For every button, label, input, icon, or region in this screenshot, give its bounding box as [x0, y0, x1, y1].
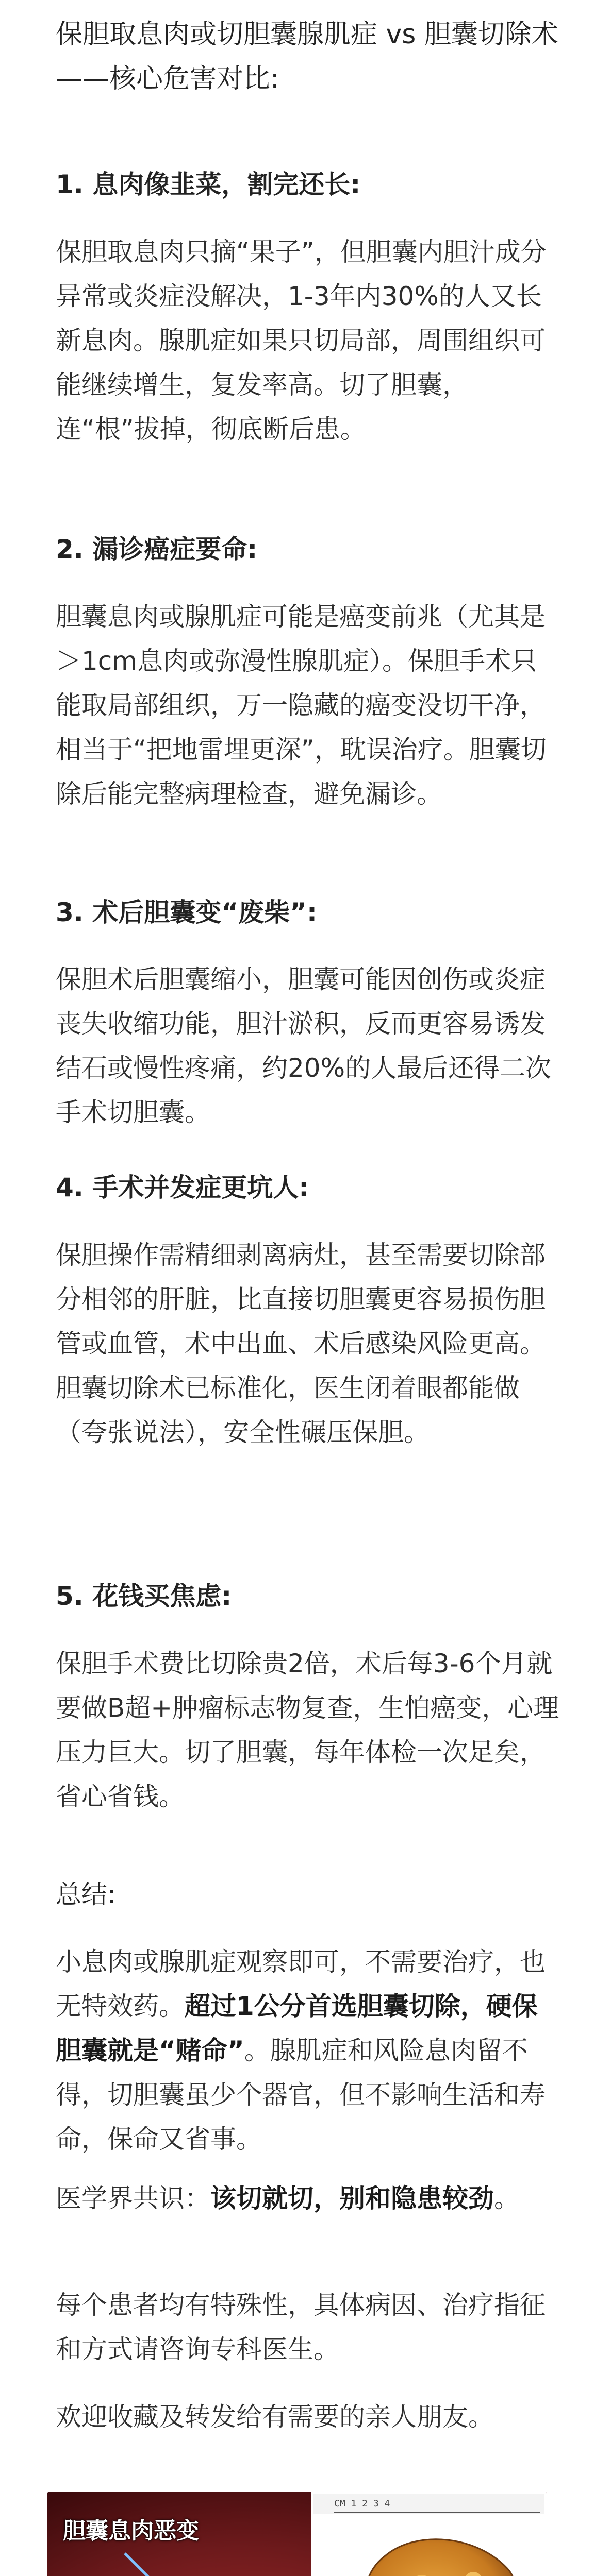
- gallbladder-illustration: [47, 2492, 547, 2576]
- section-5-title: 花钱买焦虑: [92, 1581, 222, 1611]
- section-1-title: 息肉像韭菜，割完还长: [92, 170, 351, 199]
- consensus-text: [56, 2176, 561, 2221]
- summary-part-3: 。腺肌症和风险息肉留不得，切胆囊虽少个器官，但不影响生活和寿命，保命又省事。: [56, 2036, 546, 2154]
- section-5-colon: :: [221, 1581, 232, 1611]
- specimen-tissue: [365, 2539, 518, 2576]
- section-4-colon: :: [299, 1173, 309, 1202]
- section-3-number: 3.: [56, 897, 84, 927]
- section-2-colon: :: [247, 534, 258, 564]
- section-2-heading: [56, 531, 566, 568]
- section-2-number: 2.: [56, 534, 84, 564]
- section-2-title: 漏诊癌症要命: [92, 534, 248, 564]
- section-4-heading: [56, 1169, 566, 1206]
- section-4-title: 手术并发症更坑人: [92, 1173, 299, 1202]
- section-5-heading: [56, 1578, 566, 1615]
- share-text: 欢迎收藏及转发给有需要的亲人朋友。: [56, 2402, 494, 2432]
- ruler-scale: CM 1 2 3 4: [334, 2498, 390, 2509]
- summary-label: 总结:: [56, 1879, 116, 1909]
- specimen-photo: [311, 2492, 547, 2576]
- section-3-heading: [56, 894, 566, 931]
- section-5-number: 5.: [56, 1581, 84, 1611]
- left-caption: 胆囊息肉恶变: [63, 2518, 199, 2544]
- section-4-body: 保胆操作需精细剥离病灶，甚至需要切除部分相邻的肝脏，比直接切胆囊更容易损伤胆管或血管，术中出血、术后感染风险更高。胆囊切除术已标准化，医生闭着眼都能做（夸张说法），安全性碾压保胆。: [56, 1240, 546, 1447]
- section-3-title: 术后胆囊变“废柴”: [92, 897, 307, 927]
- section-2-body: 胆囊息肉或腺肌症可能是癌变前兆（尤其是＞1cm息肉或弥漫性腺肌症）。保胆手术只能取局部组织，万一隐藏的癌变没切干净，相当于“把地雷埋更深”，耽误治疗。胆囊切除后能完整病理检查，避免漏诊。: [56, 602, 547, 809]
- section-3-colon: :: [306, 897, 317, 927]
- section-3-body: 保胆术后胆囊缩小，胆囊可能因创伤或炎症丧失收缩功能，胆汁淤积，反而更容易诱发结石或慢性疼痛，约20%的人最后还得二次手术切胆囊。: [56, 964, 552, 1127]
- consensus-end: 。: [494, 2183, 520, 2213]
- section-5-body: 保胆手术费比切除贵2倍，术后每3-6个月就要做B超+肿瘤标志物复查，生怕癌变，心理压力巨大。切了胆囊，每年体检一次足矣，省心省钱。: [56, 1649, 559, 1811]
- consensus-emphasis: 该切就切，别和隐患较劲: [210, 2183, 494, 2213]
- summary-part-1: 小息肉或腺肌症观察即可，不需要治疗，也无特效药。: [56, 1947, 546, 2021]
- summary-emphasis: 超过1公分首选胆囊切除，硬保胆囊就是“赌命”: [56, 1991, 538, 2065]
- section-1-colon: :: [350, 170, 361, 199]
- section-1-body: 保胆取息肉只摘“果子”，但胆囊内胆汁成分异常或炎症没解决，1-3年内30%的人又长新息肉。腺肌症如果只切局部，周围组织可能继续增生，复发率高。切了胆囊，连“根”拔掉，彻底断后患。: [56, 237, 547, 444]
- section-1-number: 1.: [56, 170, 84, 199]
- disclaimer-text: 每个患者均有特殊性，具体病因、治疗指征和方式请咨询专科医生。: [56, 2290, 546, 2364]
- summary-body: [56, 1940, 561, 2161]
- section-1-heading: [56, 166, 566, 203]
- intro-text: 保胆取息肉或切胆囊腺肌症 vs 胆囊切除术——核心危害对比:: [56, 19, 558, 94]
- section-4-number: 4.: [56, 1173, 84, 1202]
- consensus-label: 医学界共识：: [56, 2183, 210, 2213]
